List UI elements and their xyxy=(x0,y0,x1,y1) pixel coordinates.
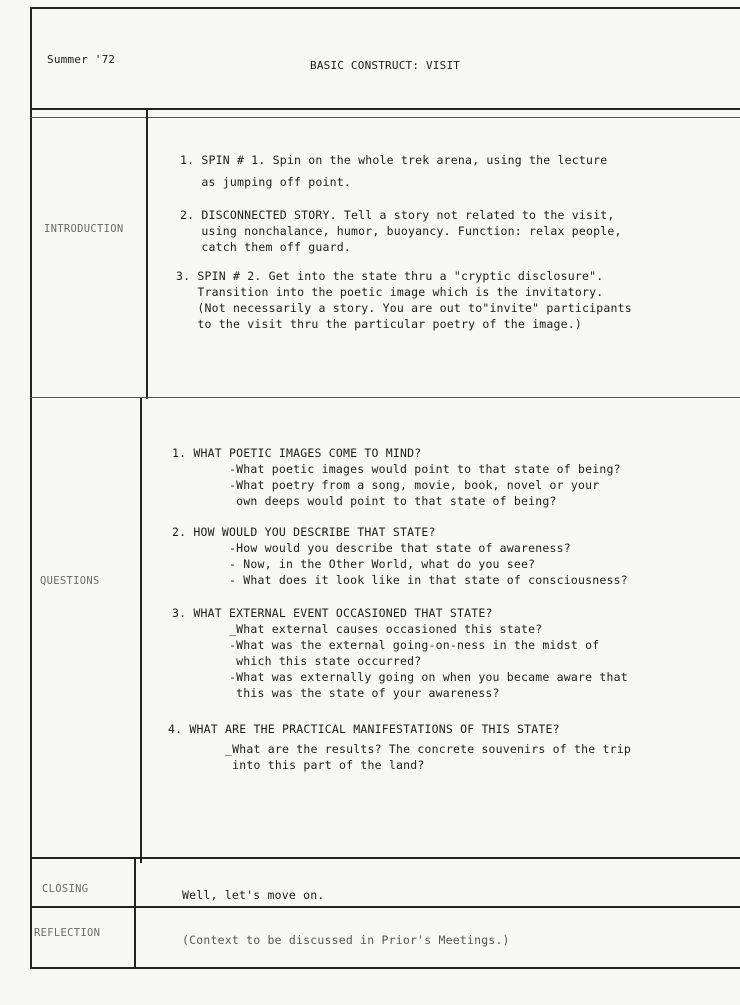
questions-item-2-line-3: - Now, in the Other World, what do you see? xyxy=(172,557,536,571)
introduction-label: INTRODUCTION xyxy=(44,223,124,235)
questions-item-1-line-1: 1. WHAT POETIC IMAGES COME TO MIND? xyxy=(172,446,422,460)
introduction-item-2-line-1: 2. DISCONNECTED STORY. Tell a story not related to the visit, xyxy=(180,208,615,222)
questions-item-4-line-3: into this part of the land? xyxy=(168,758,425,772)
reflection-text: (Context to be discussed in Prior's Meetings.) xyxy=(182,933,510,947)
questions-item-3-line-6: this was the state of your awareness? xyxy=(172,686,500,700)
introduction-item-1-line-1: 1. SPIN # 1. Spin on the whole trek arena, using the lecture xyxy=(180,153,608,167)
questions-item-2-line-1: 2. HOW WOULD YOU DESCRIBE THAT STATE? xyxy=(172,525,436,539)
introduction-item-3-line-4: to the visit thru the particular poetry of the image.) xyxy=(176,317,583,331)
questions-item-2-line-4: - What does it look like in that state of consciousness? xyxy=(172,573,628,587)
questions-item-4-line-1: 4. WHAT ARE THE PRACTICAL MANIFESTATIONS OF THIS STATE? xyxy=(168,722,560,736)
introduction-item-3-line-2: Transition into the poetic image which is the invitatory. xyxy=(176,285,604,299)
header-date: Summer '72 xyxy=(47,53,116,66)
frame-bottom-border xyxy=(30,967,740,969)
header-bottom-rule-2 xyxy=(30,117,740,118)
questions-bottom-rule xyxy=(30,857,740,859)
column-divider-bottom xyxy=(134,858,136,969)
questions-item-3-line-2: _What external causes occasioned this state? xyxy=(172,622,543,636)
intro-bottom-rule xyxy=(30,397,740,398)
reflection-label: REFLECTION xyxy=(34,927,101,939)
questions-item-2-line-2: -How would you describe that state of awareness? xyxy=(172,541,571,555)
closing-bottom-rule xyxy=(30,906,740,908)
introduction-item-3-line-1: 3. SPIN # 2. Get into the state thru a "cryptic disclosure". xyxy=(176,269,604,283)
questions-item-3-line-1: 3. WHAT EXTERNAL EVENT OCCASIONED THAT STATE? xyxy=(172,606,493,620)
closing-label: CLOSING xyxy=(42,883,89,895)
questions-item-1-line-2: -What poetic images would point to that state of being? xyxy=(172,462,621,476)
frame-left-border xyxy=(30,7,32,969)
column-divider-lower xyxy=(140,398,142,863)
questions-item-1-line-3: -What poetry from a song, movie, book, novel or your xyxy=(172,478,600,492)
closing-text: Well, let's move on. xyxy=(182,888,325,902)
questions-item-3-line-5: -What was externally going on when you became aware that xyxy=(172,670,628,684)
frame-top-border xyxy=(30,7,740,9)
introduction-item-3-line-3: (Not necessarily a story. You are out to"invite" participants xyxy=(176,301,632,315)
questions-item-4-line-2: _What are the results? The concrete souvenirs of the trip xyxy=(168,742,632,756)
introduction-item-2-line-2: using nonchalance, humor, buoyancy. Function: relax people, xyxy=(180,224,622,238)
introduction-item-2-line-3: catch them off guard. xyxy=(180,240,351,254)
column-divider-upper xyxy=(146,109,148,399)
header-bottom-rule xyxy=(30,108,740,110)
questions-item-3-line-3: -What was the external going-on-ness in the midst of xyxy=(172,638,600,652)
questions-item-3-line-4: which this state occurred? xyxy=(172,654,422,668)
page-title: BASIC CONSTRUCT: VISIT xyxy=(310,59,461,72)
questions-item-1-line-4: own deeps would point to that state of being? xyxy=(172,494,557,508)
introduction-item-1-line-2: as jumping off point. xyxy=(180,175,351,189)
questions-label: QUESTIONS xyxy=(40,575,100,587)
